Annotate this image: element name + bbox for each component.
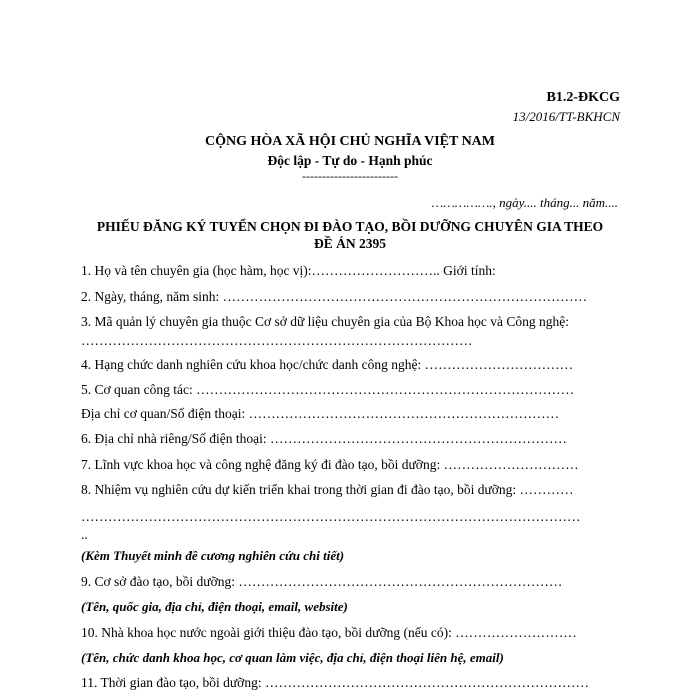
field-research-rank: 4. Hạng chức danh nghiên cứu khoa học/chức danh công nghệ: ……………………………	[81, 357, 574, 372]
note-institution-details: (Tên, quốc gia, địa chỉ, điện thoại, email, website)	[81, 599, 348, 614]
circular-reference: 13/2016/TT-BKHCN	[512, 109, 620, 124]
field-research-task-continued: …………………………………………………………………………………………………	[81, 509, 581, 524]
form-code: B1.2-ĐKCG	[546, 90, 620, 105]
date-line: ……………., ngày.... tháng... năm....	[431, 195, 618, 210]
field-science-domain: 7. Lĩnh vực khoa học và công nghệ đăng ký đi đào tạo, bồi dưỡng: …………………………	[81, 457, 579, 472]
field-research-task-dots: ..	[81, 527, 88, 542]
field-expert-id: 3. Mã quản lý chuyên gia thuộc Cơ sở dữ liệu chuyên gia của Bộ Khoa học và Công nghệ:	[81, 314, 569, 329]
field-home-address: 6. Địa chỉ nhà riêng/Số điện thoại: …………………………………………………………	[81, 431, 567, 446]
note-scientist-details: (Tên, chức danh khoa học, cơ quan làm việc, địa chỉ, điện thoại liên hệ, email)	[81, 650, 504, 665]
field-training-duration: 11. Thời gian đào tạo, bồi dưỡng: ………………………………………………………………	[81, 675, 589, 690]
field-training-institution: 9. Cơ sở đào tạo, bồi dưỡng: ………………………………………………………………	[81, 574, 563, 589]
national-name: CỘNG HÒA XÃ HỘI CHỦ NGHĨA VIỆT NAM	[204, 134, 495, 149]
field-workplace: 5. Cơ quan công tác: …………………………………………………………………………	[81, 382, 575, 397]
national-motto: Độc lập - Tự do - Hạnh phúc	[267, 153, 433, 168]
form-title-line-2: ĐỀ ÁN 2395	[313, 236, 386, 251]
field-expert-id-continued: ……………………………………………………………………………	[81, 333, 473, 348]
field-foreign-scientist: 10. Nhà khoa học nước ngoài giới thiệu đào tạo, bồi dưỡng (nếu có): ………………………	[81, 625, 577, 640]
field-full-name: 1. Họ và tên chuyên gia (học hàm, học vị):……………………….. Giới tính:	[81, 263, 496, 278]
form-title-line-1: PHIẾU ĐĂNG KÝ TUYỂN CHỌN ĐI ĐÀO TẠO, BỒI DƯỠNG CHUYÊN GIA THEO	[96, 219, 604, 234]
field-birth-date: 2. Ngày, tháng, năm sinh: ………………………………………………………………………	[81, 289, 588, 304]
motto-separator: ------------------------	[302, 169, 398, 183]
field-workplace-address: Địa chỉ cơ quan/Số điện thoại: ……………………………………………………………	[81, 406, 560, 421]
field-research-task: 8. Nhiệm vụ nghiên cứu dự kiến triển khai trong thời gian đi đào tạo, bồi dưỡng: …………	[81, 482, 574, 497]
note-research-outline: (Kèm Thuyết minh đề cương nghiên cứu chi tiết)	[81, 548, 345, 563]
